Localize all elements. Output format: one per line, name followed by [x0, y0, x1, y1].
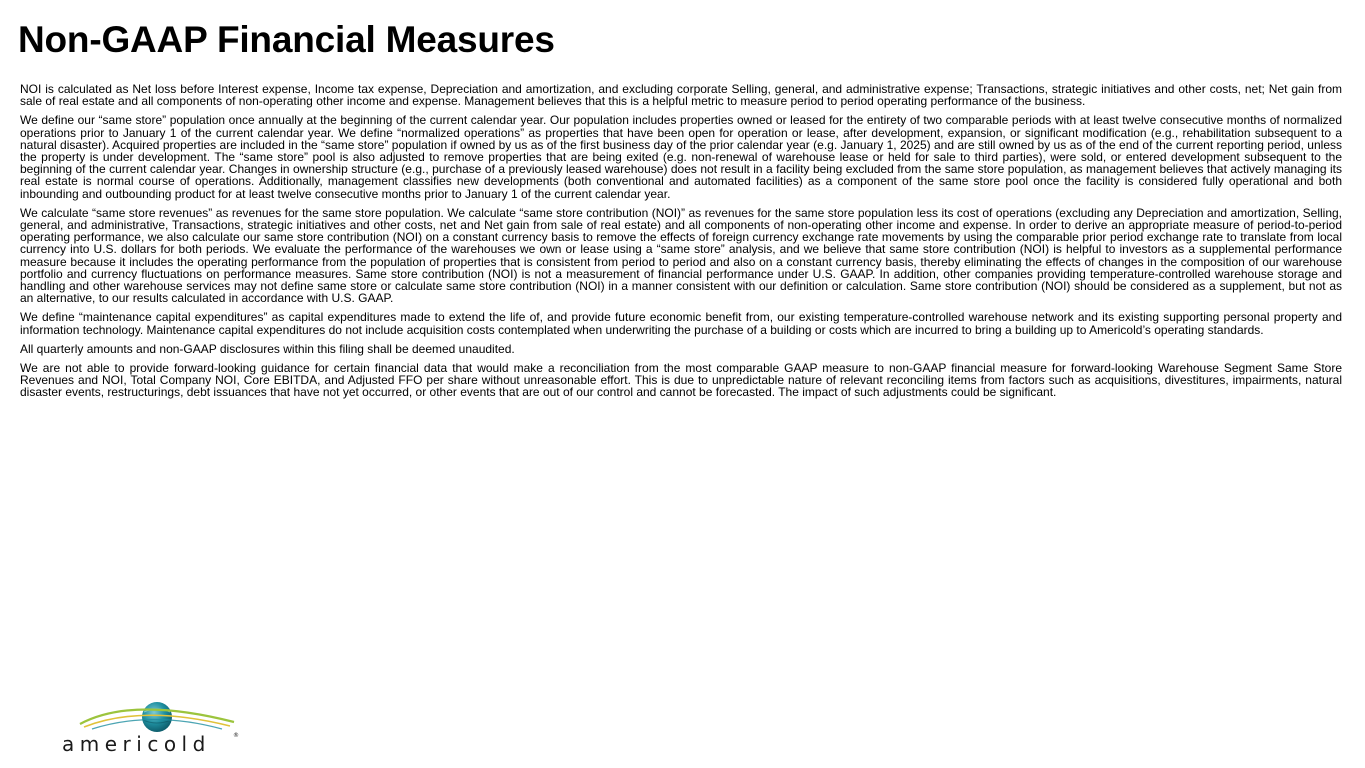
registered-mark: ®	[233, 732, 239, 739]
globe-swoosh-logo-icon	[62, 696, 242, 736]
paragraph-unaudited: All quarterly amounts and non-GAAP disclosures within this filing shall be deemed unaudited.	[20, 341, 515, 356]
paragraph-same-store-revenues: We calculate “same store revenues” as revenues for the same store population. We calculate “same store contribution (NOI)” as revenues for the same store population less its cost of operations (excluding any Depreciation and amortization, Selling, general, and administrative, Transactions, strategic initiatives and other costs, net and Net gain from sale of real estate) and all components of non-operating other income and expense. In order to derive an appropriate measure of period-to-period operating performance, we also calculate our same store contribution (NOI) on a constant currency basis to remove the effects of foreign currency exchange rate movements by using the comparable prior period exchange rate to translate from local currency into U.S. dollars for both periods. We evaluate the performance of the warehouses we own or lease using a “same store” analysis, and we believe that same store contribution (NOI) is helpful to investors as a supplemental performance measure because it includes the operating performance from the population of properties that is consistent from period to period and also on a constant currency basis, thereby eliminating the effects of changes in the composition of our warehouse portfolio and currency fluctuations on performance measures. Same store contribution (NOI) is not a measurement of financial performance under U.S. GAAP. In addition, other companies providing temperature-controlled warehouse storage and handling and other warehouse services may not define same store or calculate same store contribution (NOI) in a manner consistent with our definition or calculation. Same store contribution (NOI) should be considered as a supplement, but not as an alternative, to our results calculated in accordance with U.S. GAAP.	[20, 205, 1342, 306]
americold-wordmark: americold	[62, 732, 211, 756]
body-text	[20, 83, 1342, 406]
paragraph-forward-looking: We are not able to provide forward-looking guidance for certain financial data that would make a reconciliation from the most comparable GAAP measure to non-GAAP financial measure for forward-looking Warehouse Segment Same Store Revenues and NOI, Total Company NOI, Core EBITDA, and Adjusted FFO per share without unreasonable effort. This is due to unpredictable nature of relevant reconciling items from factors such as acquisitions, divestitures, impairments, natural disaster events, restructurings, debt issuances that have not yet occurred, or other events that are out of our control and cannot be forecasted. The impact of such adjustments could be significant.	[20, 361, 1342, 400]
americold-logo	[62, 696, 242, 756]
paragraph-maintenance-capex: We define “maintenance capital expenditures” as capital expenditures made to extend the life of, and provide future economic benefit from, our existing temperature-controlled warehouse network and its existing supporting personal property and information technology. Maintenance capital expenditures do not include acquisition costs contemplated when underwriting the purchase of a building or costs which are incurred to bring a building up to Americold’s operating standards.	[20, 310, 1342, 337]
paragraph-same-store-population: We define our “same store” population once annually at the beginning of the current calendar year. Our population includes properties owned or leased for the entirety of two comparable periods with at least twelve consecutive months of normalized operations prior to January 1 of the current calendar year. We define “normalized operations” as properties that have been open for operation or lease, after development, expansion, or significant modification (e.g., rehabilitation subsequent to a natural disaster). Acquired properties are included in the “same store” population if owned by us as of the first business day of the prior calendar year (e.g. January 1, 2025) and are still owned by us as of the end of the current reporting period, unless the property is under development. The “same store” pool is also adjusted to remove properties that are being exited (e.g. non-renewal of warehouse lease or held for sale to third parties), were sold, or entered development subsequent to the beginning of the current calendar year. Changes in ownership structure (e.g., purchase of a previously leased warehouse) does not result in a facility being excluded from the same store population, as management believes that actively managing its real estate is normal course of operations. Additionally, management classifies new developments (both conventional and automated facilities) as a component of the same store pool once the facility is considered fully operational and both inbounding and outbounding product for at least twelve consecutive months prior to January 1 of the current calendar year.	[20, 113, 1342, 201]
paragraph-noi-definition: NOI is calculated as Net loss before Interest expense, Income tax expense, Depreciation and amortization, and excluding corporate Selling, general, and administrative expense; Transactions, strategic initiatives and other costs, net; Net gain from sale of real estate and all components of non-operating other income and expense. Management believes that this is a helpful metric to measure period to period operating performance of the business.	[20, 82, 1342, 109]
page-title: Non-GAAP Financial Measures	[18, 19, 555, 60]
